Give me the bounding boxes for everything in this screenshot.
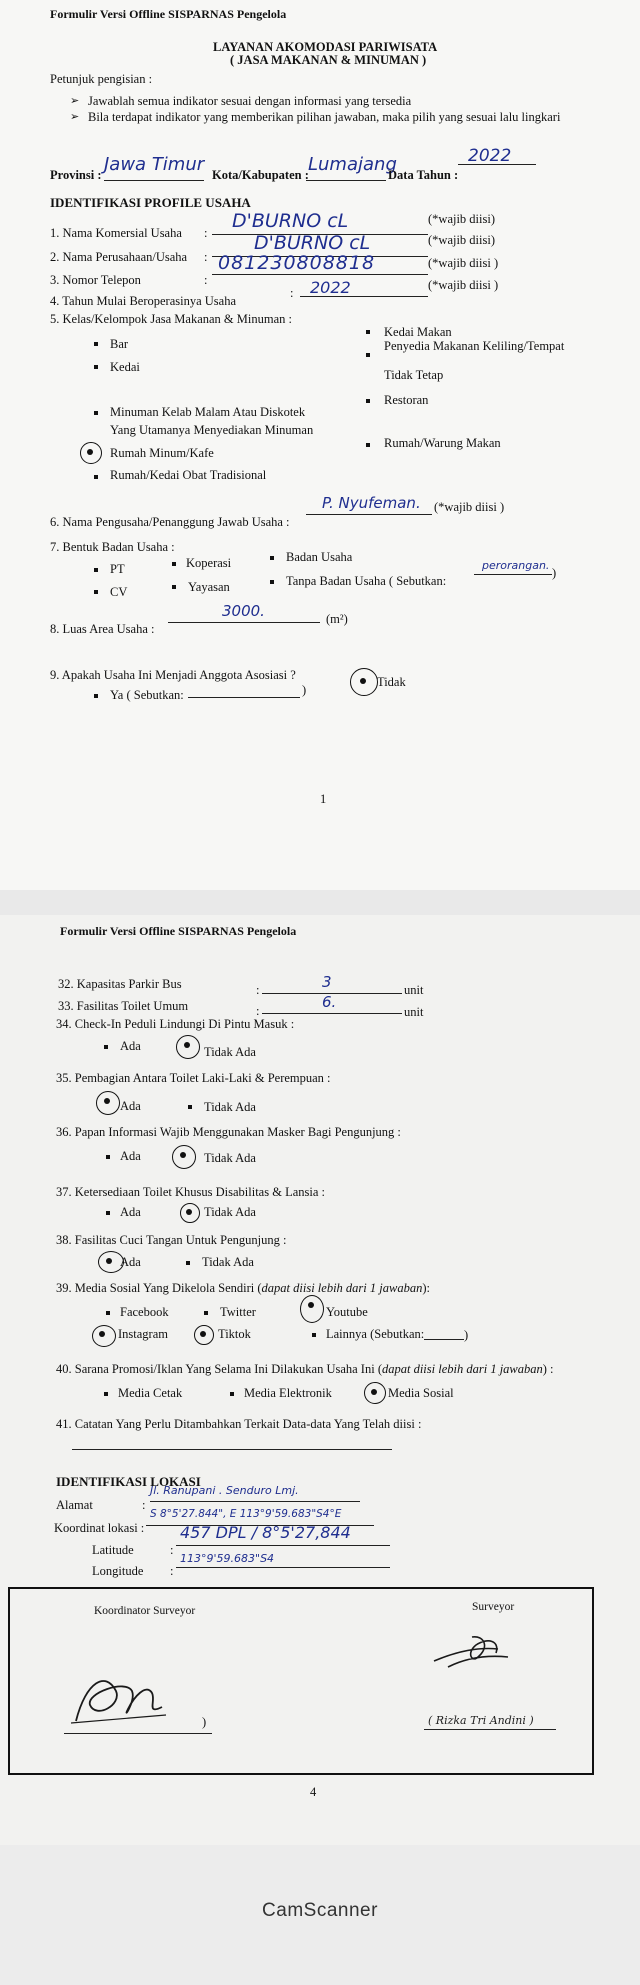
q7-tanpa-value: perorangan. bbox=[482, 559, 550, 572]
bullet-icon bbox=[186, 1209, 192, 1215]
q5-option-kedai[interactable]: Kedai bbox=[110, 360, 140, 374]
form-header: Formulir Versi Offline SISPARNAS Pengelola bbox=[60, 924, 297, 938]
q6-label: 6. Nama Pengusaha/Penanggung Jawab Usaha : bbox=[50, 515, 290, 529]
provinsi-value: Jawa Timur bbox=[104, 154, 205, 175]
q39-lainnya-underline bbox=[424, 1339, 464, 1340]
q40-label: 40. Sarana Promosi/Iklan Yang Selama Ini Dilakukan Usaha Ini (dapat diisi lebih dari 1 jawaban) : bbox=[56, 1362, 554, 1376]
q6-note: (*wajib diisi ) bbox=[434, 500, 505, 514]
bullet-icon bbox=[94, 411, 98, 415]
q35-option-ada[interactable]: Ada bbox=[120, 1099, 141, 1113]
q5-option-klub[interactable]: Minuman Kelab Malam Atau Diskotek bbox=[110, 405, 306, 419]
instruction-2: Bila terdapat indikator yang memberikan pilihan jawaban, maka pilih yang sesuai lalu lingkari bbox=[88, 110, 561, 124]
bullet-icon bbox=[104, 1392, 108, 1396]
bullet-icon bbox=[371, 1389, 377, 1395]
bullet-icon bbox=[366, 443, 370, 447]
bullet-icon bbox=[366, 399, 370, 403]
alamat-underline bbox=[150, 1501, 360, 1502]
q5-label: 5. Kelas/Kelompok Jasa Makanan & Minuman : bbox=[50, 312, 292, 326]
q37-option-tidak-ada[interactable]: Tidak Ada bbox=[204, 1205, 256, 1219]
q1-value: D'BURNO cL bbox=[232, 210, 349, 232]
bullet-icon bbox=[312, 1333, 316, 1337]
bullet-icon bbox=[270, 556, 274, 560]
koordinator-signature bbox=[66, 1661, 176, 1731]
bullet-icon bbox=[186, 1261, 190, 1265]
lokasi-title: IDENTIFIKASI LOKASI bbox=[56, 1474, 201, 1489]
instructions-label: Petunjuk pengisian : bbox=[50, 72, 153, 86]
bullet-icon bbox=[104, 1045, 108, 1049]
koordinator-label: Koordinator Surveyor bbox=[94, 1605, 196, 1617]
q32-unit: unit bbox=[404, 983, 424, 997]
q34-label: 34. Check-In Peduli Lindungi Di Pintu Masuk : bbox=[56, 1017, 295, 1031]
q39-option-facebook[interactable]: Facebook bbox=[120, 1305, 169, 1319]
selected-circle bbox=[300, 1295, 324, 1323]
q32-value: 3 bbox=[322, 973, 332, 991]
q36-label: 36. Papan Informasi Wajib Menggunakan Masker Bagi Pengunjung : bbox=[56, 1125, 401, 1139]
q6-value: P. Nyufeman. bbox=[322, 494, 421, 512]
q3-label: 3. Nomor Telepon bbox=[50, 273, 141, 287]
kota-underline bbox=[306, 180, 386, 181]
bullet-icon bbox=[94, 475, 98, 479]
q40-option-elektronik[interactable]: Media Elektronik bbox=[244, 1386, 332, 1400]
surveyor-signature bbox=[428, 1627, 518, 1677]
q39-option-instagram[interactable]: Instagram bbox=[118, 1327, 168, 1341]
q8-unit: (m²) bbox=[326, 612, 348, 626]
bullet-icon bbox=[99, 1331, 105, 1337]
bullet-icon bbox=[94, 365, 98, 369]
q4-value: 2022 bbox=[310, 278, 351, 297]
q7-label: 7. Bentuk Badan Usaha : bbox=[50, 540, 175, 554]
bullet-icon bbox=[184, 1042, 190, 1048]
q2-value: D'BURNO cL bbox=[254, 232, 371, 254]
bullet-icon bbox=[188, 1105, 192, 1109]
q8-value: 3000. bbox=[222, 602, 265, 620]
arrow-bullet-icon: ➢ bbox=[70, 95, 80, 107]
bullet-icon bbox=[172, 562, 176, 566]
alamat-value: Jl. Ranupani . Senduro Lmj. bbox=[150, 1484, 299, 1497]
q5-option-obat[interactable]: Rumah/Kedai Obat Tradisional bbox=[110, 468, 267, 482]
tahun-value: 2022 bbox=[468, 146, 512, 166]
bullet-icon bbox=[172, 585, 176, 589]
q33-label: 33. Fasilitas Toilet Umum bbox=[58, 999, 189, 1013]
q7-option-cv[interactable]: CV bbox=[110, 585, 128, 599]
q5-option-rumah-minum[interactable]: Rumah Minum/Kafe bbox=[110, 446, 214, 460]
form-title-line1: LAYANAN AKOMODASI PARIWISATA bbox=[213, 40, 438, 54]
instruction-1: Jawablah semua indikator sesuai dengan informasi yang tersedia bbox=[88, 94, 412, 108]
form-page-4: Formulir Versi Offline SISPARNAS Pengelola 32. Kapasitas Parkir Bus : 3 unit 33. Fasilitas Toilet Umum : 6. unit 34. Check-In Peduli Lindungi Di Pintu Masuk : Ada Tidak Ada 35. Pembagian Antara Toilet Laki-Laki & Perempuan : Ada Tidak Ada 36. Papan Informasi Wajib Menggunakan Masker Bagi Pengunjung : Ada Tidak Ada 37. Ketersediaan Toilet Khusus Disabilitas & Lansia : Ada Tidak Ada 38. Fasilitas Cuci Tangan Untuk Pengunjung : Ada Tidak Ada 39. Media Sosial Yang Dikelola Sendiri (dapat diisi lebih dari 1 jawaban): Facebook Twitter Youtube Instagram Tiktok Lainnya (Sebutkan: ) 40. Sarana Promosi/Iklan Yang Selama Ini Dilakukan Usaha Ini (dapat diisi lebih dari 1 jawaban) : Media Cetak Media Elektronik Media Sosial 41. Catatan Yang Perlu Ditambahkan Terkait Data-data Yang Telah diisi : IDENTIFIKASI LOKASI Alamat : Jl. Ranupani . Senduro Lmj. Koordinat lokasi : S 8°5'27.844", E 113°9'59.683"S4°E Latitude : 457 DPL / 8°5'27,844 Longitude : 113°9'59.683"S4 Koordinator Surveyor Surveyor ) ( Rizka Tri Andini ) 4 bbox=[0, 915, 640, 1845]
q41-label: 41. Catatan Yang Perlu Ditambahkan Terkait Data-data Yang Telah diisi : bbox=[56, 1417, 422, 1431]
alamat-label: Alamat bbox=[56, 1498, 93, 1512]
q37-label: 37. Ketersediaan Toilet Khusus Disabilitas & Lansia : bbox=[56, 1185, 325, 1199]
tahun-underline bbox=[458, 164, 536, 165]
bullet-icon bbox=[106, 1258, 112, 1264]
koordinat-label: Koordinat lokasi : bbox=[54, 1521, 145, 1535]
q34-option-tidak-ada[interactable]: Tidak Ada bbox=[204, 1045, 256, 1059]
surveyor-label: Surveyor bbox=[472, 1601, 515, 1613]
form-title-line2: ( JASA MAKANAN & MINUMAN ) bbox=[230, 53, 427, 67]
longitude-value: 113°9'59.683"S4 bbox=[180, 1552, 275, 1565]
q8-underline bbox=[168, 622, 320, 623]
q4-underline bbox=[300, 296, 428, 297]
q35-option-tidak-ada[interactable]: Tidak Ada bbox=[204, 1100, 256, 1114]
q2-note: (*wajib diisi) bbox=[428, 233, 496, 247]
q5-option-rumah-makan[interactable]: Rumah/Warung Makan bbox=[384, 436, 501, 450]
provinsi-label: Provinsi : bbox=[50, 168, 102, 182]
camscanner-watermark: CamScanner bbox=[262, 1900, 378, 1921]
form-header: Formulir Versi Offline SISPARNAS Pengelola bbox=[50, 7, 287, 21]
surveyor-name: ( Rizka Tri Andini ) bbox=[428, 1714, 534, 1727]
q6-underline bbox=[306, 514, 432, 515]
bullet-icon bbox=[360, 678, 366, 684]
bullet-icon bbox=[87, 449, 93, 455]
q36-option-ada[interactable]: Ada bbox=[120, 1149, 141, 1163]
bullet-icon bbox=[230, 1392, 234, 1396]
kota-value: Lumajang bbox=[308, 154, 397, 175]
q7-option-badan[interactable]: Badan Usaha bbox=[286, 550, 353, 564]
latitude-label: Latitude bbox=[92, 1543, 134, 1557]
q40-option-sosial[interactable]: Media Sosial bbox=[388, 1386, 454, 1400]
bullet-icon bbox=[180, 1152, 186, 1158]
q4-note: (*wajib diisi ) bbox=[428, 278, 499, 292]
tahun-label: Data Tahun : bbox=[388, 168, 459, 182]
q41-notes-line bbox=[72, 1449, 392, 1450]
q7-option-pt[interactable]: PT bbox=[110, 562, 125, 576]
kota-label: Kota/Kabupaten : bbox=[212, 168, 309, 182]
q7-option-tanpa[interactable]: Tanpa Badan Usaha ( Sebutkan: bbox=[286, 574, 447, 588]
q9-option-ya[interactable]: Ya ( Sebutkan: bbox=[110, 688, 184, 702]
bullet-icon bbox=[366, 353, 370, 357]
bullet-icon bbox=[106, 1311, 110, 1315]
bullet-icon bbox=[270, 580, 274, 584]
q39-option-youtube[interactable]: Youtube bbox=[326, 1305, 368, 1319]
q2-label: 2. Nama Perusahaan/Usaha bbox=[50, 250, 188, 264]
q38-option-tidak-ada[interactable]: Tidak Ada bbox=[202, 1255, 254, 1269]
koordinator-sign-line bbox=[64, 1733, 212, 1734]
q5-option-bar[interactable]: Bar bbox=[110, 337, 129, 351]
page-number: 1 bbox=[320, 792, 327, 806]
bullet-icon bbox=[204, 1311, 208, 1315]
latitude-underline bbox=[176, 1545, 390, 1546]
q39-label: 39. Media Sosial Yang Dikelola Sendiri (dapat diisi lebih dari 1 jawaban): bbox=[56, 1281, 430, 1295]
q35-label: 35. Pembagian Antara Toilet Laki-Laki & Perempuan : bbox=[56, 1071, 331, 1085]
q9-option-tidak[interactable]: Tidak bbox=[377, 675, 406, 689]
longitude-label: Longitude bbox=[92, 1564, 144, 1578]
q1-label: 1. Nama Komersial Usaha bbox=[50, 226, 182, 240]
form-page-1: Formulir Versi Offline SISPARNAS Pengelola LAYANAN AKOMODASI PARIWISATA ( JASA MAKANAN & MINUMAN ) Petunjuk pengisian : ➢ Jawablah semua indikator sesuai dengan informasi yang tersedia ➢ Bila terdapat indikator yang memberikan pilihan jawaban, maka pilih yang sesuai lalu lingkari Provinsi : Jawa Timur Kota/Kabupaten : Lumajang Data Tahun : 2022 IDENTIFIKASI PROFILE USAHA 1. Nama Komersial Usaha : D'BURNO cL (*wajib diisi) 2. Nama Perusahaan/Usaha : D'BURNO cL (*wajib diisi) 3. Nomor Telepon : 081230808818 (*wajib diisi ) 4. Tahun Mulai Beroperasinya Usaha : 2022 (*wajib diisi ) 5. Kelas/Kelompok Jasa Makanan & Minuman : Bar Kedai Kedai Makan Penyedia Makanan Keliling/Tempat Tidak Tetap Minuman Kelab Malam Atau Diskotek Yang Utamanya Menyediakan Minuman Restoran Rumah Minum/Kafe Rumah/Warung Makan Rumah/Kedai Obat Tradisional 6. Nama Pengusaha/Penanggung Jawab Usaha : P. Nyufeman. (*wajib diisi ) 7. Bentuk Badan Usaha : PT Koperasi Badan Usaha CV Yayasan Tanpa Badan Usaha ( Sebutkan: perorangan. ) 8. Luas Area Usaha : 3000. (m²) 9. Apakah Usaha Ini Menjadi Anggota Asosiasi ? Ya ( Sebutkan: ) Tidak 1 bbox=[0, 0, 640, 890]
arrow-bullet-icon: ➢ bbox=[70, 111, 80, 123]
section-title: IDENTIFIKASI PROFILE USAHA bbox=[50, 195, 251, 210]
q3-note: (*wajib diisi ) bbox=[428, 256, 499, 270]
q36-option-tidak-ada[interactable]: Tidak Ada bbox=[204, 1151, 256, 1165]
q5-option-penyedia-line2: Tidak Tetap bbox=[384, 368, 444, 382]
q5-option-penyedia[interactable]: Penyedia Makanan Keliling/Tempat bbox=[384, 339, 565, 353]
q7-option-yayasan[interactable]: Yayasan bbox=[188, 580, 230, 594]
bullet-icon bbox=[104, 1098, 110, 1104]
bullet-icon bbox=[308, 1302, 314, 1308]
koordinat-value: S 8°5'27.844", E 113°9'59.683"S4°E bbox=[150, 1508, 342, 1520]
q3-underline bbox=[212, 274, 428, 275]
bullet-icon bbox=[94, 568, 98, 572]
q33-unit: unit bbox=[404, 1005, 424, 1019]
longitude-underline bbox=[176, 1567, 390, 1568]
q32-label: 32. Kapasitas Parkir Bus bbox=[58, 977, 182, 991]
q38-label: 38. Fasilitas Cuci Tangan Untuk Pengunjung : bbox=[56, 1233, 287, 1247]
q1-note: (*wajib diisi) bbox=[428, 212, 496, 226]
bullet-icon bbox=[94, 694, 98, 698]
q38-option-ada[interactable]: Ada bbox=[120, 1255, 141, 1269]
q39-option-lainnya[interactable]: Lainnya (Sebutkan: bbox=[326, 1327, 425, 1341]
q3-value: 081230808818 bbox=[218, 252, 376, 274]
q34-option-ada[interactable]: Ada bbox=[120, 1039, 141, 1053]
bullet-icon bbox=[106, 1211, 110, 1215]
q39-option-tiktok[interactable]: Tiktok bbox=[218, 1327, 251, 1341]
provinsi-underline bbox=[104, 180, 204, 181]
bullet-icon bbox=[94, 342, 98, 346]
q7-option-koperasi[interactable]: Koperasi bbox=[186, 556, 232, 570]
q33-underline bbox=[262, 1013, 402, 1014]
surveyor-sign-line bbox=[424, 1729, 556, 1730]
latitude-value: 457 DPL / 8°5'27,844 bbox=[180, 1523, 351, 1542]
bullet-icon bbox=[106, 1155, 110, 1159]
q5-option-restoran[interactable]: Restoran bbox=[384, 393, 429, 407]
q39-option-twitter[interactable]: Twitter bbox=[220, 1305, 256, 1319]
q5-option-klub-line2: Yang Utamanya Menyediakan Minuman bbox=[110, 423, 314, 437]
bullet-icon bbox=[94, 590, 98, 594]
bullet-icon bbox=[200, 1331, 206, 1337]
q4-label: 4. Tahun Mulai Beroperasinya Usaha bbox=[50, 294, 236, 308]
q9-ya-underline bbox=[188, 697, 300, 698]
q37-option-ada[interactable]: Ada bbox=[120, 1205, 141, 1219]
q9-label: 9. Apakah Usaha Ini Menjadi Anggota Asosiasi ? bbox=[50, 668, 296, 682]
q40-option-cetak[interactable]: Media Cetak bbox=[118, 1386, 183, 1400]
q33-value: 6. bbox=[322, 993, 337, 1011]
q7-tanpa-underline bbox=[474, 574, 552, 575]
q8-label: 8. Luas Area Usaha : bbox=[50, 622, 155, 636]
bullet-icon bbox=[366, 330, 370, 334]
q5-option-kedai-makan[interactable]: Kedai Makan bbox=[384, 325, 452, 339]
page-number: 4 bbox=[310, 1785, 317, 1799]
